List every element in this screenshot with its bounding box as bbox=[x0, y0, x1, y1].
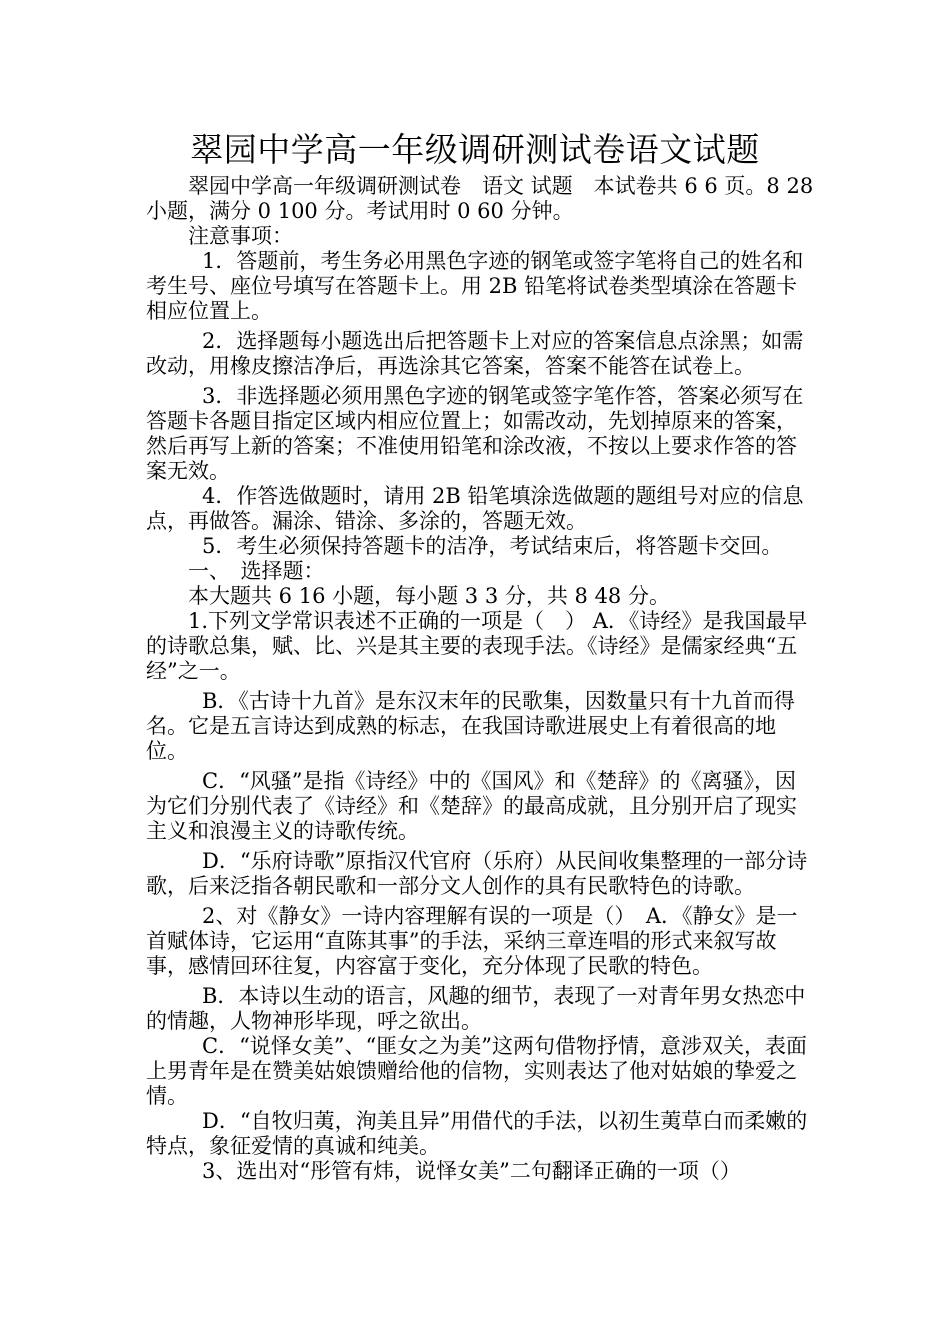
question-2-option-d: D．“自牧归荑，洵美且异”用借代的手法，以初生荑草白而柔嫩的特点，象征爱情的真诚和纯美。 bbox=[146, 1109, 808, 1158]
question-2-option-b: B．本诗以生动的语言，风趣的细节，表现了一对青年男女热恋中的情趣，人物神形毕现，呼之欲出。 bbox=[146, 984, 806, 1033]
document-body bbox=[146, 174, 814, 1184]
question-1-option-d: D．“乐府诗歌”原指汉代官府（乐府）从民间收集整理的一部分诗歌，后来泛指各朝民歌和一部分文人创作的具有民歌特色的诗歌。 bbox=[146, 849, 808, 898]
notice-heading: 注意事项： bbox=[188, 224, 293, 248]
question-1-option-c: C．“风骚”是指《诗经》中的《国风》和《楚辞》的《离骚》，因为它们分别代表了《诗经》和《楚辞》的最高成就，且分别开启了现实主义和浪漫主义的诗歌传统。 bbox=[146, 769, 797, 843]
notice-item-4: 4．作答选做题时，请用 2B 铅笔填涂选做题的题组号对应的信息点，再做答。漏涂、错涂、多涂的，答题无效。 bbox=[146, 484, 804, 533]
notice-item-1: 1．答题前，考生务必用黑色字迹的钢笔或签字笔将自己的姓名和考生号、座位号填写在答题卡上。用 2B 铅笔将试卷类型填涂在答题卡相应位置上。 bbox=[146, 249, 804, 323]
notice-item-2: 2．选择题每小题选出后把答题卡上对应的答案信息点涂黑；如需改动，用橡皮擦洁净后，再选涂其它答案，答案不能答在试卷上。 bbox=[146, 329, 804, 378]
section-instructions: 本大题共 6 16 小题，每小题 3 3 分，共 8 48 分。 bbox=[188, 584, 670, 608]
document-title: 翠园中学高一年级调研测试卷语文试题 bbox=[190, 130, 760, 169]
notice-item-5: 5．考生必须保持答题卡的洁净，考试结束后，将答题卡交回。 bbox=[202, 534, 783, 558]
question-2-option-c: C．“说怿女美”、“匪女之为美”这两句借物抒情，意涉双关，表面上男青年是在赞美姑娘馈赠给他的信物，实则表达了他对姑娘的挚爱之情。 bbox=[146, 1034, 808, 1108]
notice-item-3: 3．非选择题必须用黑色字迹的钢笔或签字笔作答，答案必须写在答题卡各题目指定区域内相应位置上；如需改动，先划掉原来的答案，然后再写上新的答案；不准使用铅笔和涂改液，不按以上要求作答的答案无效。 bbox=[146, 384, 804, 483]
question-2: 2、对《静女》一诗内容理解有误的一项是（） A．《静女》是一首赋体诗，它运用“直陈其事”的手法，采纳三章连唱的形式来叙写故事，感情回环往复，内容富于变化，充分体现了民歌的特色。 bbox=[146, 904, 798, 978]
question-3: 3、选出对“彤管有炜，说怿女美”二句翻译正确的一项（） bbox=[202, 1159, 741, 1183]
question-1: 1.下列文学常识表述不正确的一项是（ ） A．《诗经》是我国最早的诗歌总集，赋、比、兴是其主要的表现手法。《诗经》是儒家经典“五经”之一。 bbox=[146, 609, 808, 683]
exam-intro-paragraph: 翠园中学高一年级调研测试卷 语文 试题 本试卷共 6 6 页。8 28 小题，满分 0 100 分。考试用时 0 60 分钟。 bbox=[146, 174, 814, 223]
question-1-option-b: B．《古诗十九首》是东汉末年的民歌集，因数量只有十九首而得名。它是五言诗达到成熟的标志，在我国诗歌进展史上有着很高的地位。 bbox=[146, 689, 795, 763]
section-heading: 一、 选择题： bbox=[188, 559, 325, 583]
